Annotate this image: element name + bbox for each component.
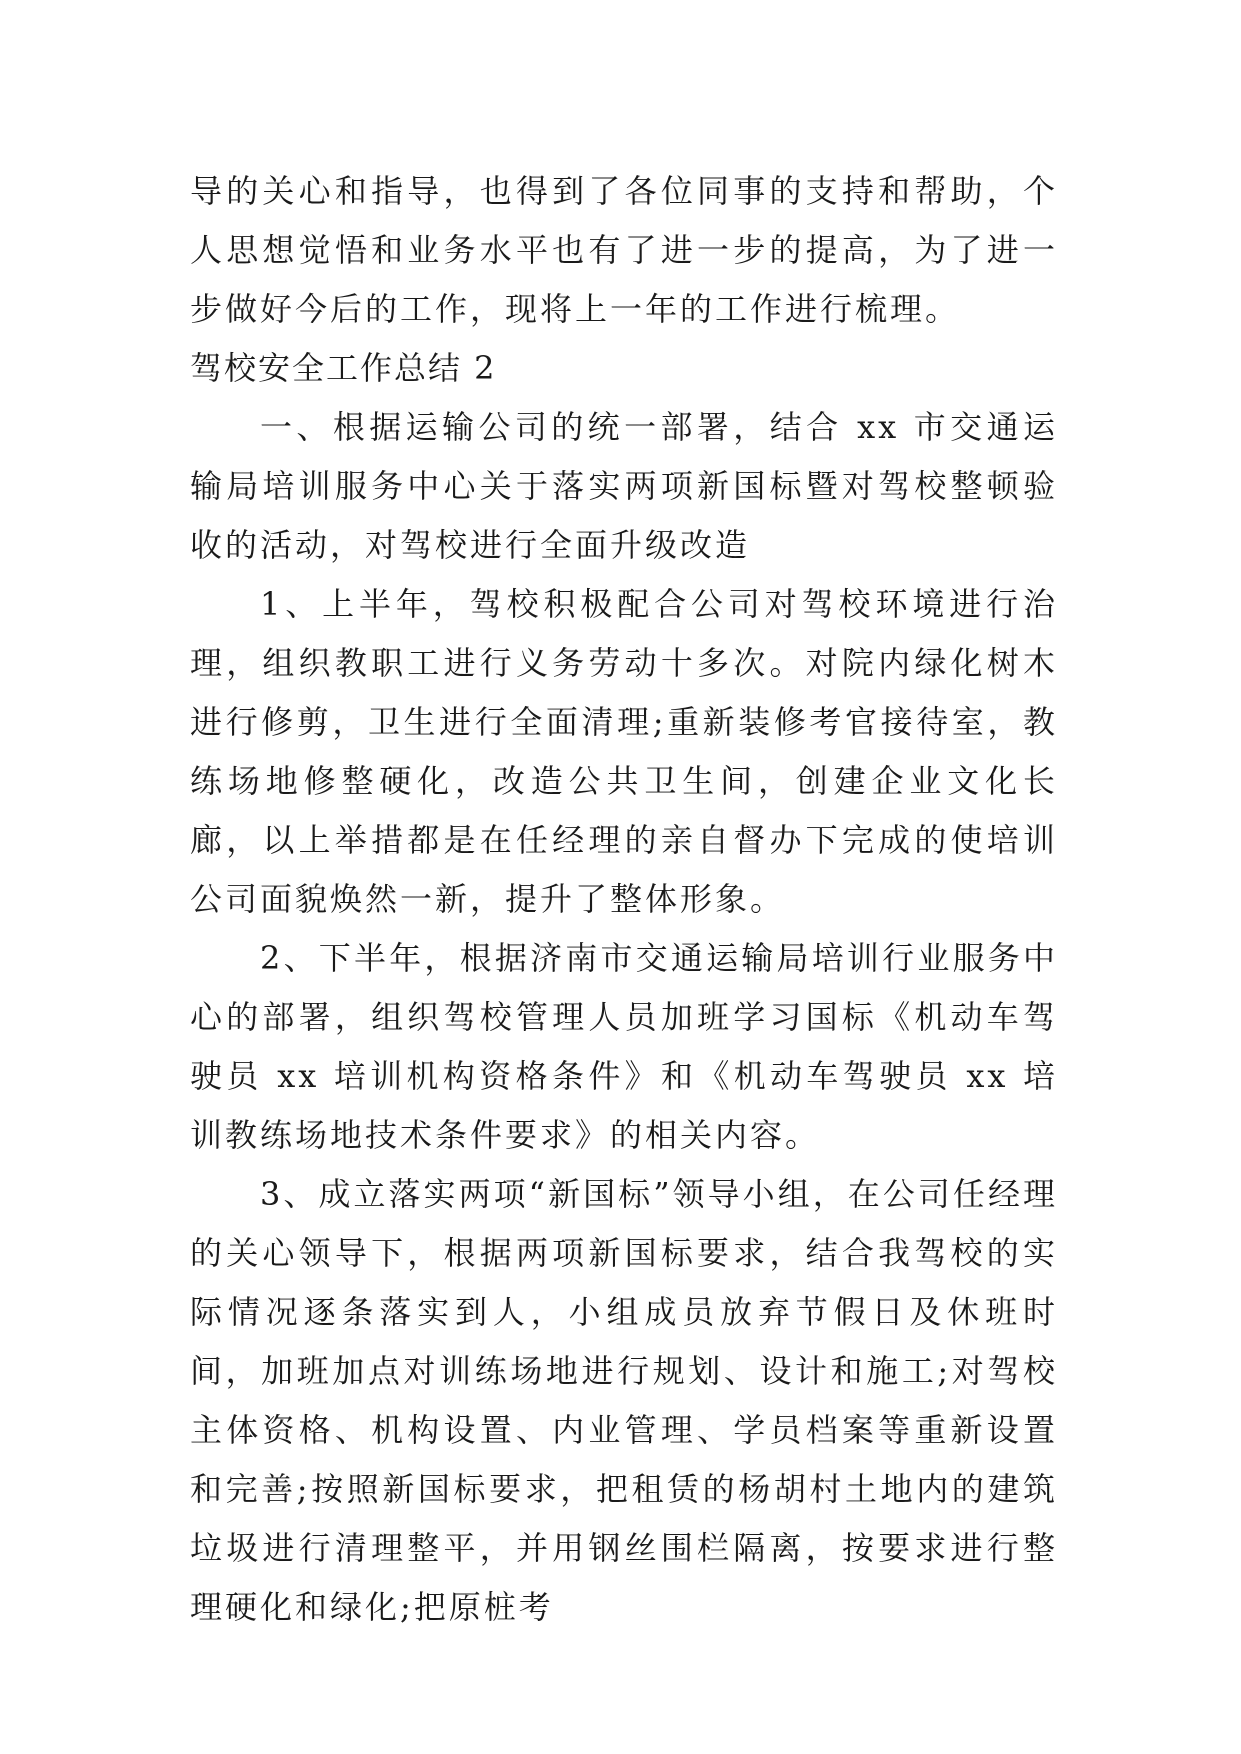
paragraph-item-3: 3、成立落实两项“新国标”领导小组，在公司任经理的关心领导下，根据两项新国标要求，结合我驾校的实际情况逐条落实到人，小组成员放弃节假日及休班时间，加班加点对训练场地进行规划、设计和施工;对驾校主体资格、机构设置、内业管理、学员档案等重新设置和完善;按照新国标要求，把租赁的杨胡村土地内的建筑垃圾进行清理整平，并用钢丝围栏隔离，按要求进行整理硬化和绿化;把原桩考 [190,1175,1058,1626]
paragraph-item-1: 1、上半年，驾校积极配合公司对驾校环境进行治理，组织教职工进行义务劳动十多次。对院内绿化树木进行修剪，卫生进行全面清理;重新装修考官接待室，教练场地修整硬化，改造公共卫生间，创建企业文化长廊，以上举措都是在任经理的亲自督办下完成的使培训公司面貌焕然一新，提升了整体形象。 [190,585,1058,918]
paragraph-continuation: 导的关心和指导，也得到了各位同事的支持和帮助，个人思想觉悟和业务水平也有了进一步的提高，为了进一步做好今后的工作，现将上一年的工作进行梳理。 [190,172,1058,328]
section-heading: 驾校安全工作总结 2 [190,349,497,387]
paragraph-item-2: 2、下半年，根据济南市交通运输局培训行业服务中心的部署，组织驾校管理人员加班学习国标《机动车驾驶员 xx 培训机构资格条件》和《机动车驾驶员 xx 培训教练场地技术条件要求》的相关内容。 [190,939,1058,1154]
document-body [190,162,1058,1637]
paragraph-item-one: 一、根据运输公司的统一部署，结合 xx 市交通运输局培训服务中心关于落实两项新国标暨对驾校整顿验收的活动，对驾校进行全面升级改造 [190,408,1058,564]
